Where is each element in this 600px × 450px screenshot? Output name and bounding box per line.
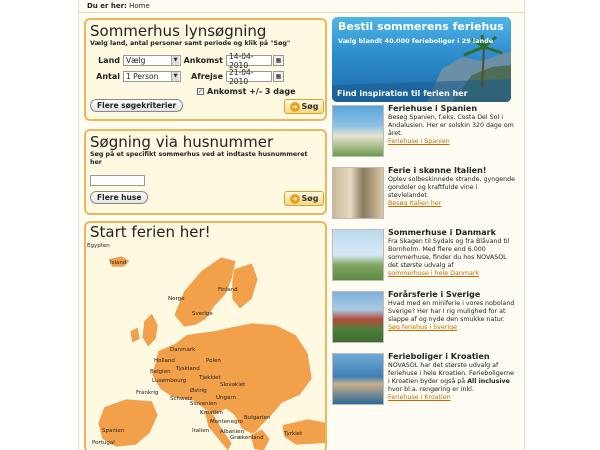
list-item bbox=[332, 104, 517, 158]
page bbox=[78, 0, 525, 450]
map-label-norge[interactable]: Norge bbox=[168, 296, 185, 302]
departure-label: Afrejse bbox=[191, 72, 223, 81]
item-link[interactable]: Feriehuse i Kroatien bbox=[388, 394, 451, 401]
land-select[interactable] bbox=[123, 55, 181, 66]
arrival-label: Ankomst bbox=[183, 56, 223, 65]
map-label-graekenland[interactable]: Grækenland bbox=[230, 435, 264, 441]
map-label-slovakiet[interactable]: Slovakiet bbox=[220, 382, 246, 388]
promo-banner[interactable] bbox=[332, 17, 511, 102]
header-divider bbox=[79, 12, 526, 13]
promo-inspiration-link[interactable]: Find inspiration til ferien her bbox=[337, 89, 468, 98]
item-text: Oplev solbeskinnede strande, gyngende gondoler og kraftfulde vine i støvlelandet. bbox=[388, 176, 515, 199]
item-text-b: hvor bl.a. rengøring er inkl. bbox=[388, 386, 474, 393]
persons-label: Antal bbox=[96, 72, 120, 81]
arrival-date-input[interactable]: 14-04-2010 bbox=[226, 55, 272, 66]
item-link[interactable]: Besøg Italien her bbox=[388, 200, 442, 207]
flex-dates-label: Ankomst +/- 3 dage bbox=[207, 87, 296, 96]
departure-date-input[interactable]: 21-04-2010 bbox=[226, 71, 272, 82]
list-item bbox=[332, 166, 517, 220]
map-label-spanien[interactable]: Spanien bbox=[102, 428, 125, 434]
calendar-icon[interactable]: ▦ bbox=[273, 71, 284, 82]
map-label-frankrig[interactable]: Frankrig bbox=[136, 390, 159, 396]
land-select-value: Vælg bbox=[126, 56, 146, 65]
quick-search-button[interactable] bbox=[284, 99, 324, 114]
map-label-belgien[interactable]: Belgien bbox=[150, 369, 171, 375]
item-link[interactable]: sommerhuse i hele Danmark bbox=[388, 270, 480, 277]
map-label-egypten[interactable]: Egypten bbox=[87, 243, 110, 249]
item-title[interactable]: Ferieboliger i Kroatien bbox=[388, 352, 490, 361]
map-label-ostrig[interactable]: Østrig bbox=[190, 388, 207, 394]
map-label-tjekkiet[interactable]: Tjekkiet bbox=[199, 375, 221, 381]
promo-subtitle: Vælg blandt 40.000 ferieboliger i 29 lande bbox=[338, 37, 494, 45]
spain-thumbnail[interactable] bbox=[332, 105, 384, 157]
map-label-sverige[interactable]: Sverige bbox=[192, 311, 213, 317]
item-title[interactable]: Forårsferie i Sverige bbox=[388, 290, 481, 299]
calendar-icon[interactable]: ▦ bbox=[273, 55, 284, 66]
item-title[interactable]: Feriehuse i Spanien bbox=[388, 104, 478, 113]
sweden-thumbnail[interactable] bbox=[332, 291, 384, 343]
map-label-ungarn[interactable]: Ungarn bbox=[216, 395, 237, 401]
map-label-portugal[interactable]: Portugal bbox=[92, 440, 115, 446]
italy-thumbnail[interactable] bbox=[332, 167, 384, 219]
europe-map[interactable] bbox=[86, 239, 327, 450]
map-label-finland[interactable]: Finland bbox=[218, 287, 238, 293]
more-houses-button[interactable]: Flere huse bbox=[90, 191, 148, 204]
map-label-danmark[interactable]: Danmark bbox=[170, 347, 196, 353]
house-number-input[interactable] bbox=[90, 175, 145, 186]
chevron-down-icon: ▼ bbox=[171, 72, 179, 81]
flex-dates-checkbox[interactable]: ✓ bbox=[198, 88, 204, 95]
persons-select-value: 1 Person bbox=[126, 72, 159, 81]
breadcrumb-home[interactable]: Home bbox=[129, 2, 150, 10]
map-label-tyrkiet[interactable]: Tyrkiet bbox=[284, 431, 303, 437]
quick-search-title: Sommerhus lynsøgning bbox=[90, 22, 267, 40]
item-link[interactable]: Søg feriehus i Sverige bbox=[388, 324, 457, 331]
map-label-kroatien[interactable]: Kroatien bbox=[200, 410, 224, 416]
map-label-bulgarien[interactable]: Bulgarien bbox=[244, 415, 271, 421]
item-text bbox=[388, 362, 516, 394]
item-text: Besøg Spanien, f.eks. Costa Del Sol i Andalusien. Her er solskin 320 dage om året. bbox=[388, 114, 514, 137]
map-label-slovenien[interactable]: Slovenien bbox=[190, 401, 217, 407]
map-label-island[interactable]: Island bbox=[110, 260, 127, 266]
breadcrumb bbox=[87, 2, 150, 10]
arrow-right-icon: ➔ bbox=[290, 102, 300, 112]
item-text: Fra Skagen til Sydals og fra Blåvand til Bornholm. Med flere end 6.000 sommerhuse, finder du hos NOVASOL det største udvalg af bbox=[388, 238, 510, 269]
quick-search-button-label: Søg bbox=[301, 102, 319, 111]
list-item bbox=[332, 352, 517, 416]
item-text-bold: All inclusive bbox=[467, 378, 510, 385]
map-label-schweiz[interactable]: Schweiz bbox=[170, 396, 193, 402]
more-criteria-button[interactable]: Flere søgekriterier bbox=[90, 99, 183, 112]
persons-select[interactable] bbox=[123, 71, 181, 82]
map-label-italien[interactable]: Italien bbox=[192, 428, 210, 434]
map-label-polen[interactable]: Polen bbox=[206, 358, 221, 364]
map-label-tyskland[interactable]: Tyskland bbox=[176, 366, 200, 372]
house-search-subtitle: Søg på et specifikt sommerhus ved at indtaste husnummeret her bbox=[90, 151, 308, 166]
house-search-title: Søgning via husnummer bbox=[90, 133, 274, 151]
map-title: Start ferien her! bbox=[90, 223, 211, 241]
promo-title: Bestil sommerens feriehus bbox=[338, 20, 504, 33]
house-search-button-label: Søg bbox=[301, 194, 319, 203]
breadcrumb-label: Du er her: bbox=[87, 2, 127, 10]
map-label-luxembourg[interactable]: Luxembourg bbox=[152, 378, 187, 384]
europe-map-box bbox=[84, 221, 327, 450]
item-link[interactable]: Feriehuse i Spanien bbox=[388, 138, 450, 145]
item-title[interactable]: Ferie i skønne Italien! bbox=[388, 166, 487, 175]
quick-search-box bbox=[84, 18, 327, 121]
item-text-a: NOVASOL har det største udvalg af feriehuse i hele Kroatien. Ferieboligerne i Kroatien byder også på bbox=[388, 362, 514, 385]
arrow-right-icon: ➔ bbox=[290, 194, 300, 204]
quick-search-subtitle: Vælg land, antal personer samt periode og klik på "Søg" bbox=[90, 40, 291, 47]
list-item bbox=[332, 290, 517, 344]
chevron-down-icon: ▼ bbox=[171, 56, 179, 65]
denmark-thumbnail[interactable] bbox=[332, 229, 384, 281]
map-label-albanien[interactable]: Albanien bbox=[220, 429, 245, 435]
house-search-button[interactable] bbox=[284, 191, 324, 206]
list-item bbox=[332, 228, 517, 282]
land-label: Land bbox=[98, 56, 120, 65]
croatia-thumbnail[interactable] bbox=[332, 353, 384, 405]
house-number-search-box bbox=[84, 129, 327, 215]
map-label-montenegro[interactable]: Montenegro bbox=[210, 419, 244, 425]
item-title[interactable]: Sommerhuse i Danmark bbox=[388, 228, 496, 237]
item-text: Hvad med en miniferie i vores noboland Sverige? Her har I rig mulighed for at slappe af og nyde den smukke natur. bbox=[388, 300, 515, 323]
map-label-holland[interactable]: Holland bbox=[154, 358, 175, 364]
